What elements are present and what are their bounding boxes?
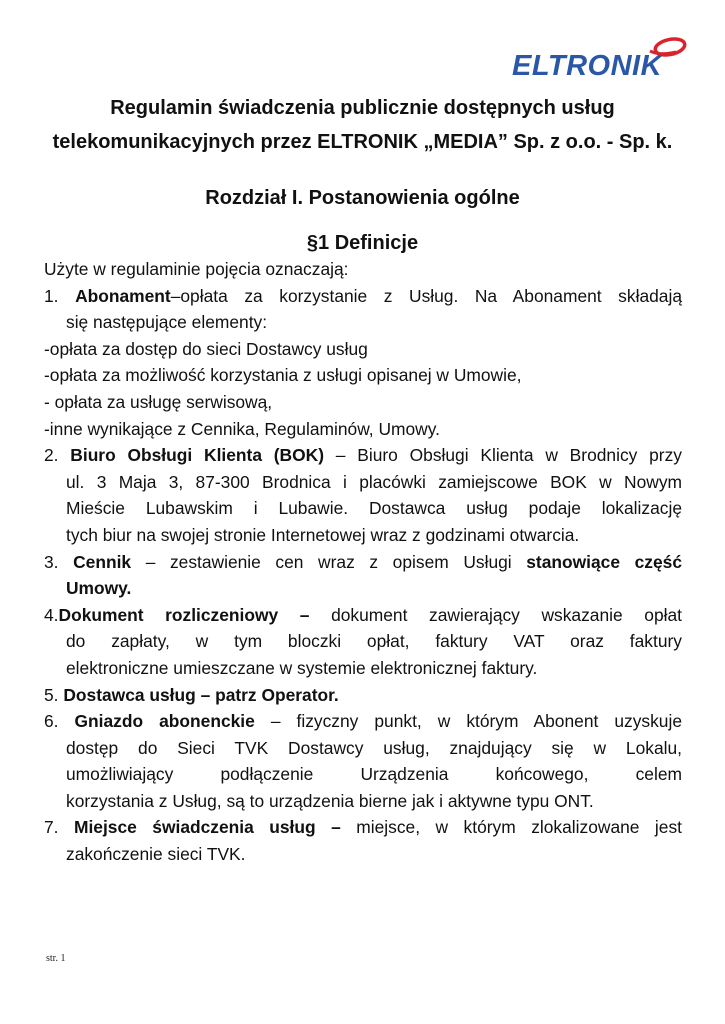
definition-bold-text: stanowiące część [526, 551, 682, 572]
definition-7-line [44, 814, 682, 841]
definition-2-line: ul. 3 Maja 3, 87-300 Brodnica i placówki zamiejscowe BOK w Nowym [66, 471, 682, 492]
definition-2-line: tych biur na swojej stronie Internetowej wraz z godzinami otwarcia. [66, 524, 580, 545]
definition-text: – fizyczny punkt, w którym Abonent uzyskuje [254, 711, 682, 732]
definition-6-line: umożliwiający podłączenie Urządzenia końcowego, celem [66, 764, 682, 785]
definition-term: Dostawca usług – patrz Operator. [63, 684, 339, 705]
definition-2-line: Mieście Lubawskim i Lubawie. Dostawca usług podaje lokalizację [66, 498, 682, 519]
definition-2-line [44, 442, 682, 469]
definition-1-subitem: -opłata za dostęp do sieci Dostawcy usług [44, 338, 368, 359]
definition-term: Dokument rozliczeniowy – [58, 604, 310, 625]
definition-text: dokument zawierający wskazanie opłat [309, 604, 682, 625]
definition-text: – zestawienie cen wraz z opisem Usługi [131, 551, 527, 572]
definition-text: miejsce, w którym zlokalizowane jest [340, 817, 682, 838]
definition-6-line: korzystania z Usług, są to urządzenia bierne jak i aktywne typu ONT. [66, 790, 594, 811]
definition-number: 6. [44, 711, 75, 732]
eltronik-logo [512, 36, 692, 84]
definition-1-subitem: - opłata za usługę serwisową, [44, 391, 273, 412]
definition-number: 2. [44, 445, 71, 466]
page-number: str. 1 [46, 953, 66, 964]
definition-text: – Biuro Obsługi Klienta w Brodnicy przy [324, 445, 682, 466]
intro-text: Użyte w regulaminie pojęcia oznaczają: [44, 259, 349, 279]
definition-1-subitem: -opłata za możliwość korzystania z usługi opisanej w Umowie, [44, 365, 522, 386]
definition-6-line: dostęp do Sieci TVK Dostawcy usług, znajdujący się w Lokalu, [66, 737, 682, 758]
definition-term: Biuro Obsługi Klienta (BOK) [70, 445, 324, 466]
definition-term: Cennik [73, 551, 132, 572]
chapter-heading: Rozdział I. Postanowienia ogólne [205, 187, 520, 209]
definition-1-subitem: -inne wynikające z Cennika, Regulaminów, Umowy. [44, 418, 440, 439]
definition-number: 7. [44, 817, 74, 838]
definition-number: 3. [44, 551, 74, 572]
document-title-line-1: Regulamin świadczenia publicznie dostępnych usług [110, 97, 615, 119]
definition-4-line: do zapłaty, w tym bloczki opłat, faktury VAT oraz faktury [66, 631, 682, 652]
definition-term: Miejsce świadczenia usług – [73, 817, 341, 838]
definitions-body [44, 256, 682, 868]
definition-1-line-2: się następujące elementy: [66, 312, 268, 333]
definition-number: 1. [44, 285, 76, 306]
definition-3-line [44, 549, 682, 576]
definition-4-line [44, 602, 682, 629]
definition-number: 4. [44, 604, 59, 625]
definition-4-line: elektroniczne umieszczane w systemie elektronicznej faktury. [66, 657, 538, 678]
definition-term: Abonament [75, 285, 171, 306]
definition-5-line [44, 682, 682, 709]
definition-text: –opłata za korzystanie z Usług. Na Abonament składają [170, 285, 682, 306]
section-heading: §1 Definicje [306, 232, 419, 254]
logo-wordmark: ELTRONIK [512, 50, 663, 82]
definition-6-line [44, 708, 682, 735]
definition-7-line-2: zakończenie sieci TVK. [66, 844, 246, 865]
definition-3-line-2: Umowy. [66, 578, 132, 599]
definition-1-line [44, 283, 682, 310]
document-title-line-2: telekomunikacyjnych przez ELTRONIK „MEDIA” Sp. z o.o. - Sp. k. [52, 131, 673, 153]
definition-number: 5. [44, 684, 64, 705]
definition-term: Gniazdo abonenckie [74, 711, 255, 732]
